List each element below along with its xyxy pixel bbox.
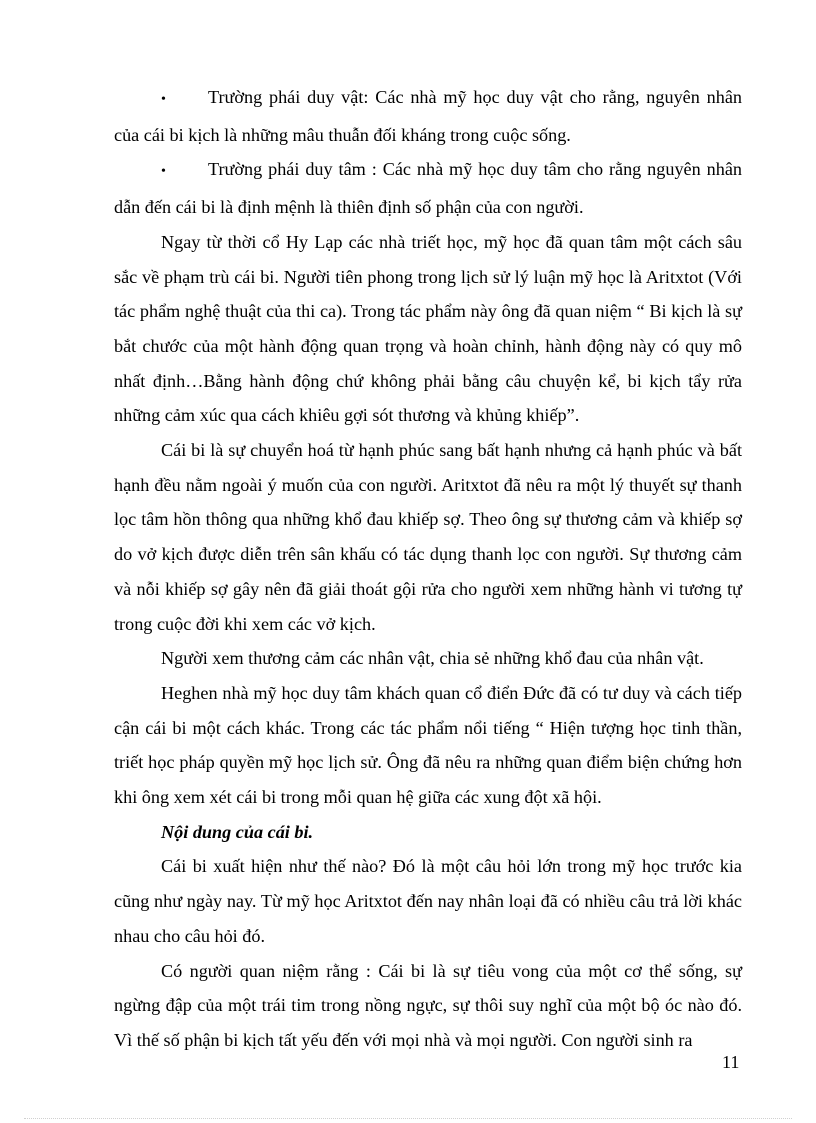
paragraph-transformation: Cái bi là sự chuyển hoá từ hạnh phúc sang bất hạnh nhưng cả hạnh phúc và bất hạnh đều nằm ngoài ý muốn của con người. Aritxtot đã nêu ra một lý thuyết sự thanh lọc tâm hồn thông qua những khổ đau khiếp sợ. Theo ông sự thương cảm và khiếp sợ do vở kịch được diễn trên sân khấu có tác dụng thanh lọc con người. Sự thương cảm và nỗi khiếp sợ gây nên đã giải thoát gội rửa cho người xem những hành vi tương tự trong cuộc đời khi xem các vở kịch. <box>114 440 742 634</box>
paragraph-origin-question: Cái bi xuất hiện như thế nào? Đó là một câu hỏi lớn trong mỹ học trước kia cũng như ngày nay. Từ mỹ học Aritxtot đến nay nhân loại đã có nhiều câu trả lời khác nhau cho câu hỏi đó. <box>114 856 742 946</box>
paragraph-conception: Có người quan niệm rằng : Cái bi là sự tiêu vong của một cơ thể sống, sự ngừng đập của một trái tim trong nồng ngực, sự thôi suy nghĩ của một bộ óc nào đó. Vì thế số phận bi kịch tất yếu đến với mọi nhà và mọi người. Con người sinh ra <box>114 960 742 1050</box>
page-number: 11 <box>722 1052 740 1072</box>
bullet-icon: • <box>161 164 166 180</box>
section-heading: Nội dung của cái bi. <box>161 821 314 842</box>
bullet-paragraph-idealist <box>114 152 742 224</box>
paragraph-audience: Người xem thương cảm các nhân vật, chia sẻ những khổ đau của nhân vật. <box>161 648 704 669</box>
bullet-icon: • <box>161 92 166 107</box>
paragraph-text: Trường phái duy tâm : Các nhà mỹ học duy tâm cho rằng nguyên nhân dẫn đến cái bi là định mệnh là thiên định số phận của con người. <box>114 159 742 218</box>
bullet-paragraph-materialist <box>114 80 742 152</box>
paragraph-text: Trường phái duy vật: Các nhà mỹ học duy vật cho rằng, nguyên nhân của cái bi kịch là những mâu thuẫn đối kháng trong cuộc sống. <box>114 87 742 145</box>
page-edge-divider <box>24 1118 792 1119</box>
paragraph-hegel: Heghen nhà mỹ học duy tâm khách quan cổ điển Đức đã có tư duy và cách tiếp cận cái bi một cách khác. Trong các tác phẩm nổi tiếng “ Hiện tượng học tinh thần, triết học pháp quyền mỹ học lịch sử. Ông đã nêu ra những quan điểm biện chứng hơn khi ông xem xét cái bi trong mỗi quan hệ giữa các xung đột xã hội. <box>114 682 742 808</box>
paragraph-ancient-greece: Ngay từ thời cổ Hy Lạp các nhà triết học, mỹ học đã quan tâm một cách sâu sắc về phạm trù cái bi. Người tiên phong trong lịch sử lý luận mỹ học là Aritxtot (Với tác phẩm nghệ thuật của thi ca). Trong tác phẩm này ông đã quan niệm “ Bi kịch là sự bắt chước của một hành động quan trọng và hoàn chỉnh, hành động này có quy mô nhất định…Bằng hành động chứ không phải bằng câu chuyện kể, bi kịch tẩy rửa những cảm xúc qua cách khiêu gợi sót thương và khủng khiếp”. <box>114 231 742 426</box>
document-body <box>114 80 742 1058</box>
